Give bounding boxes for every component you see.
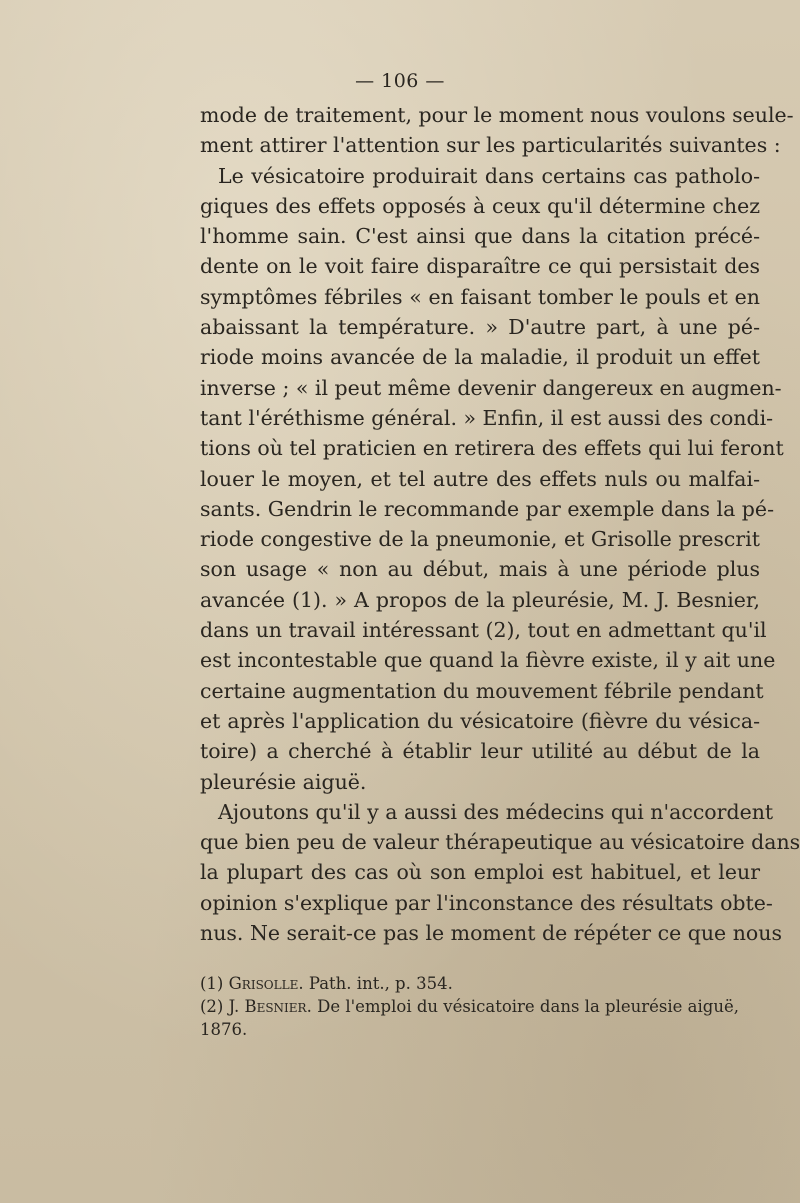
text-line: opinion s'explique par l'inconstance des résultats obte- (200, 890, 773, 915)
text-line: nus. Ne serait-ce pas le moment de répéter ce que nous (200, 921, 782, 946)
text-line: dente on le voit faire disparaître ce qui persistait des (200, 254, 760, 279)
text-line: tant l'éréthisme général. » Enfin, il est aussi des condi- (200, 405, 774, 430)
footnote-author: J. Besnier. (228, 997, 312, 1016)
text-line: avancée (1). » A propos de la pleurésie, M. J. Besnier, (200, 587, 760, 612)
text-line: ment attirer l'attention sur les particularités suivantes : (200, 133, 781, 158)
text-line: riode congestive de la pneumonie, et Grisolle prescrit (200, 527, 760, 552)
footnote-text: De l'emploi du vésicatoire dans la pleurésie aiguë, (317, 997, 739, 1016)
paragraph-1 (200, 100, 794, 161)
text-line: son usage « non au début, mais à une période plus (200, 557, 760, 582)
text-line: Le vésicatoire produirait dans certains cas patholo- (218, 163, 760, 188)
text-line: symptômes fébriles « en faisant tomber le pouls et en (200, 284, 760, 309)
text-line: inverse ; « il peut même devenir dangereux en augmen- (200, 375, 782, 400)
text-line: et après l'application du vésicatoire (fièvre du vésica- (200, 708, 760, 733)
footnote-mark: (1) (200, 974, 224, 993)
text-line: riode moins avancée de la maladie, il produit un effet (200, 345, 760, 370)
text-line: certaine augmentation du mouvement fébrile pendant (200, 678, 764, 703)
text-line: mode de traitement, pour le moment nous voulons seule- (200, 103, 794, 127)
text-line: que bien peu de valeur thérapeutique au vésicatoire dans (200, 830, 800, 855)
paragraph-2 (200, 161, 784, 797)
text-line: tions où tel praticien en retirera des effets qui lui feront (200, 436, 784, 461)
body-text (200, 100, 800, 948)
text-line: Ajoutons qu'il y a aussi des médecins qui n'accordent (218, 799, 774, 824)
text-line: la plupart des cas où son emploi est habituel, et leur (200, 860, 760, 885)
page-number: — 106 — (355, 70, 445, 92)
footnote-text: Path. int., p. 354. (308, 974, 453, 993)
text-line: abaissant la température. » D'autre part, à une pé- (200, 315, 760, 340)
text-line: louer le moyen, et tel autre des effets nuls ou malfai- (200, 466, 760, 491)
paragraph-3 (200, 797, 800, 948)
footnote-1 (200, 972, 760, 995)
footnote-author: Grisolle. (228, 974, 304, 993)
footnotes (200, 972, 760, 1041)
footnote-2-continuation: 1876. (200, 1020, 248, 1039)
text-line: dans un travail intéressant (2), tout en admettant qu'il (200, 618, 767, 643)
text-line: giques des effets opposés à ceux qu'il détermine chez (200, 193, 760, 218)
text-line: sants. Gendrin le recommande par exemple dans la pé- (200, 496, 774, 521)
footnote-mark: (2) (200, 997, 224, 1016)
footnote-2 (200, 995, 760, 1018)
text-line: l'homme sain. C'est ainsi que dans la citation précé- (200, 224, 760, 249)
text-line: toire) a cherché à établir leur utilité au début de la (200, 739, 760, 764)
text-line: pleurésie aiguë. (200, 769, 367, 794)
text-line: est incontestable que quand la fièvre existe, il y ait une (200, 648, 776, 673)
